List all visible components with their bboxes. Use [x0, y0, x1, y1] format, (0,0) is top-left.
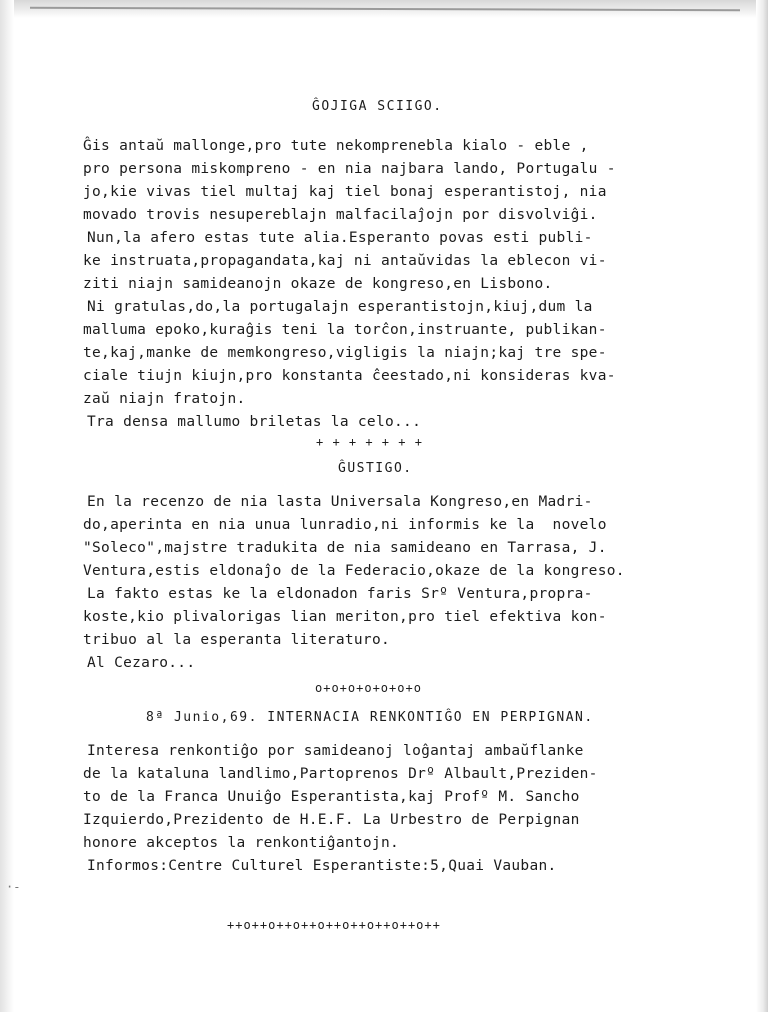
- section-title-gojiga-sciigo: ĜOJIGA SCIIGO.: [312, 99, 443, 114]
- paragraph-line: malluma epoko,kuraĝis teni la torĉon,instruante, publikan-: [83, 322, 607, 338]
- paragraph-line: Informos:Centre Culturel Esperantiste:5,Quai Vauban.: [87, 858, 557, 874]
- paragraph-line: Interesa renkontiĝo por samideanoj loĝantaj ambaŭflanke: [87, 743, 584, 759]
- paragraph-line: Izquierdo,Prezidento de H.E.F. La Urbestro de Perpignan: [83, 812, 580, 828]
- paragraph-line: pro persona miskompreno - en nia najbara lando, Portugalu -: [83, 161, 616, 177]
- paragraph-line: tribuo al la esperanta literaturo.: [83, 632, 391, 648]
- paragraph-line: de la kataluna landlimo,Partoprenos Drº Albault,Preziden-: [83, 766, 598, 782]
- paragraph-line: Ventura,estis eldonaĵo de la Federacio,okaze de la kongreso.: [83, 563, 625, 579]
- paragraph-line: "Soleco",majstre tradukita de nia samideano en Tarrasa, J.: [83, 540, 607, 556]
- margin-scratch-mark: ·‐: [6, 880, 21, 894]
- paragraph-line: ke instruata,propagandata,kaj ni antaŭvidas la eblecon vi-: [83, 253, 607, 269]
- paragraph-line: koste,kio plivalorigas lian meriton,pro tiel efektiva kon-: [83, 609, 607, 625]
- paragraph-line: Ĝis antaŭ mallonge,pro tute nekomprenebla kialo - eble ,: [83, 138, 589, 154]
- section-title-gustigo: ĜUSTIGO.: [338, 461, 413, 476]
- separator-circles: o+o+o+o+o+o+o: [315, 681, 422, 695]
- page-left-edge: [0, 0, 14, 1012]
- paragraph-line: te,kaj,manke de memkongreso,vigligis la niajn;kaj tre spe-: [83, 345, 607, 361]
- paragraph-line: zaŭ niajn fratojn.: [83, 391, 246, 407]
- paragraph-line: Tra densa mallumo briletas la celo...: [87, 414, 422, 430]
- paragraph-line: ciale tiujn kiujn,pro konstanta ĉeestado,ni konsideras kva-: [83, 368, 616, 384]
- paragraph-line: Nun,la afero estas tute alia.Esperanto povas esti publi-: [87, 230, 593, 246]
- page-right-edge: [756, 0, 768, 1012]
- paragraph-line: Ni gratulas,do,la portugalajn esperantistojn,kiuj,dum la: [87, 299, 593, 315]
- paragraph-line: to de la Franca Unuiĝo Esperantista,kaj Profº M. Sancho: [83, 789, 580, 805]
- paragraph-line: La fakto estas ke la eldonadon faris Srº Ventura,propra-: [87, 586, 593, 602]
- paragraph-line: Al Cezaro...: [87, 655, 196, 671]
- paragraph-line: En la recenzo de nia lasta Universala Kongreso,en Madri-: [87, 494, 593, 510]
- paragraph-line: honore akceptos la renkontiĝantojn.: [83, 835, 400, 851]
- separator-crosses: + + + + + + +: [316, 435, 423, 449]
- separator-footer: ++o++o++o++o++o++o++o++o++: [227, 918, 441, 932]
- paragraph-line: do,aperinta en nia unua lunradio,ni informis ke la novelo: [83, 517, 607, 533]
- paragraph-line: movado trovis nesupereblajn malfacilaĵojn por disvolviĝi.: [83, 207, 598, 223]
- paragraph-line: ziti niajn samideanojn okaze de kongreso,en Lisbono.: [83, 276, 553, 292]
- section-title-renkontigo: 8ª Junio,69. INTERNACIA RENKONTIĜO EN PERPIGNAN.: [146, 710, 594, 725]
- paragraph-line: jo,kie vivas tiel multaj kaj tiel bonaj esperantistoj, nia: [83, 184, 607, 200]
